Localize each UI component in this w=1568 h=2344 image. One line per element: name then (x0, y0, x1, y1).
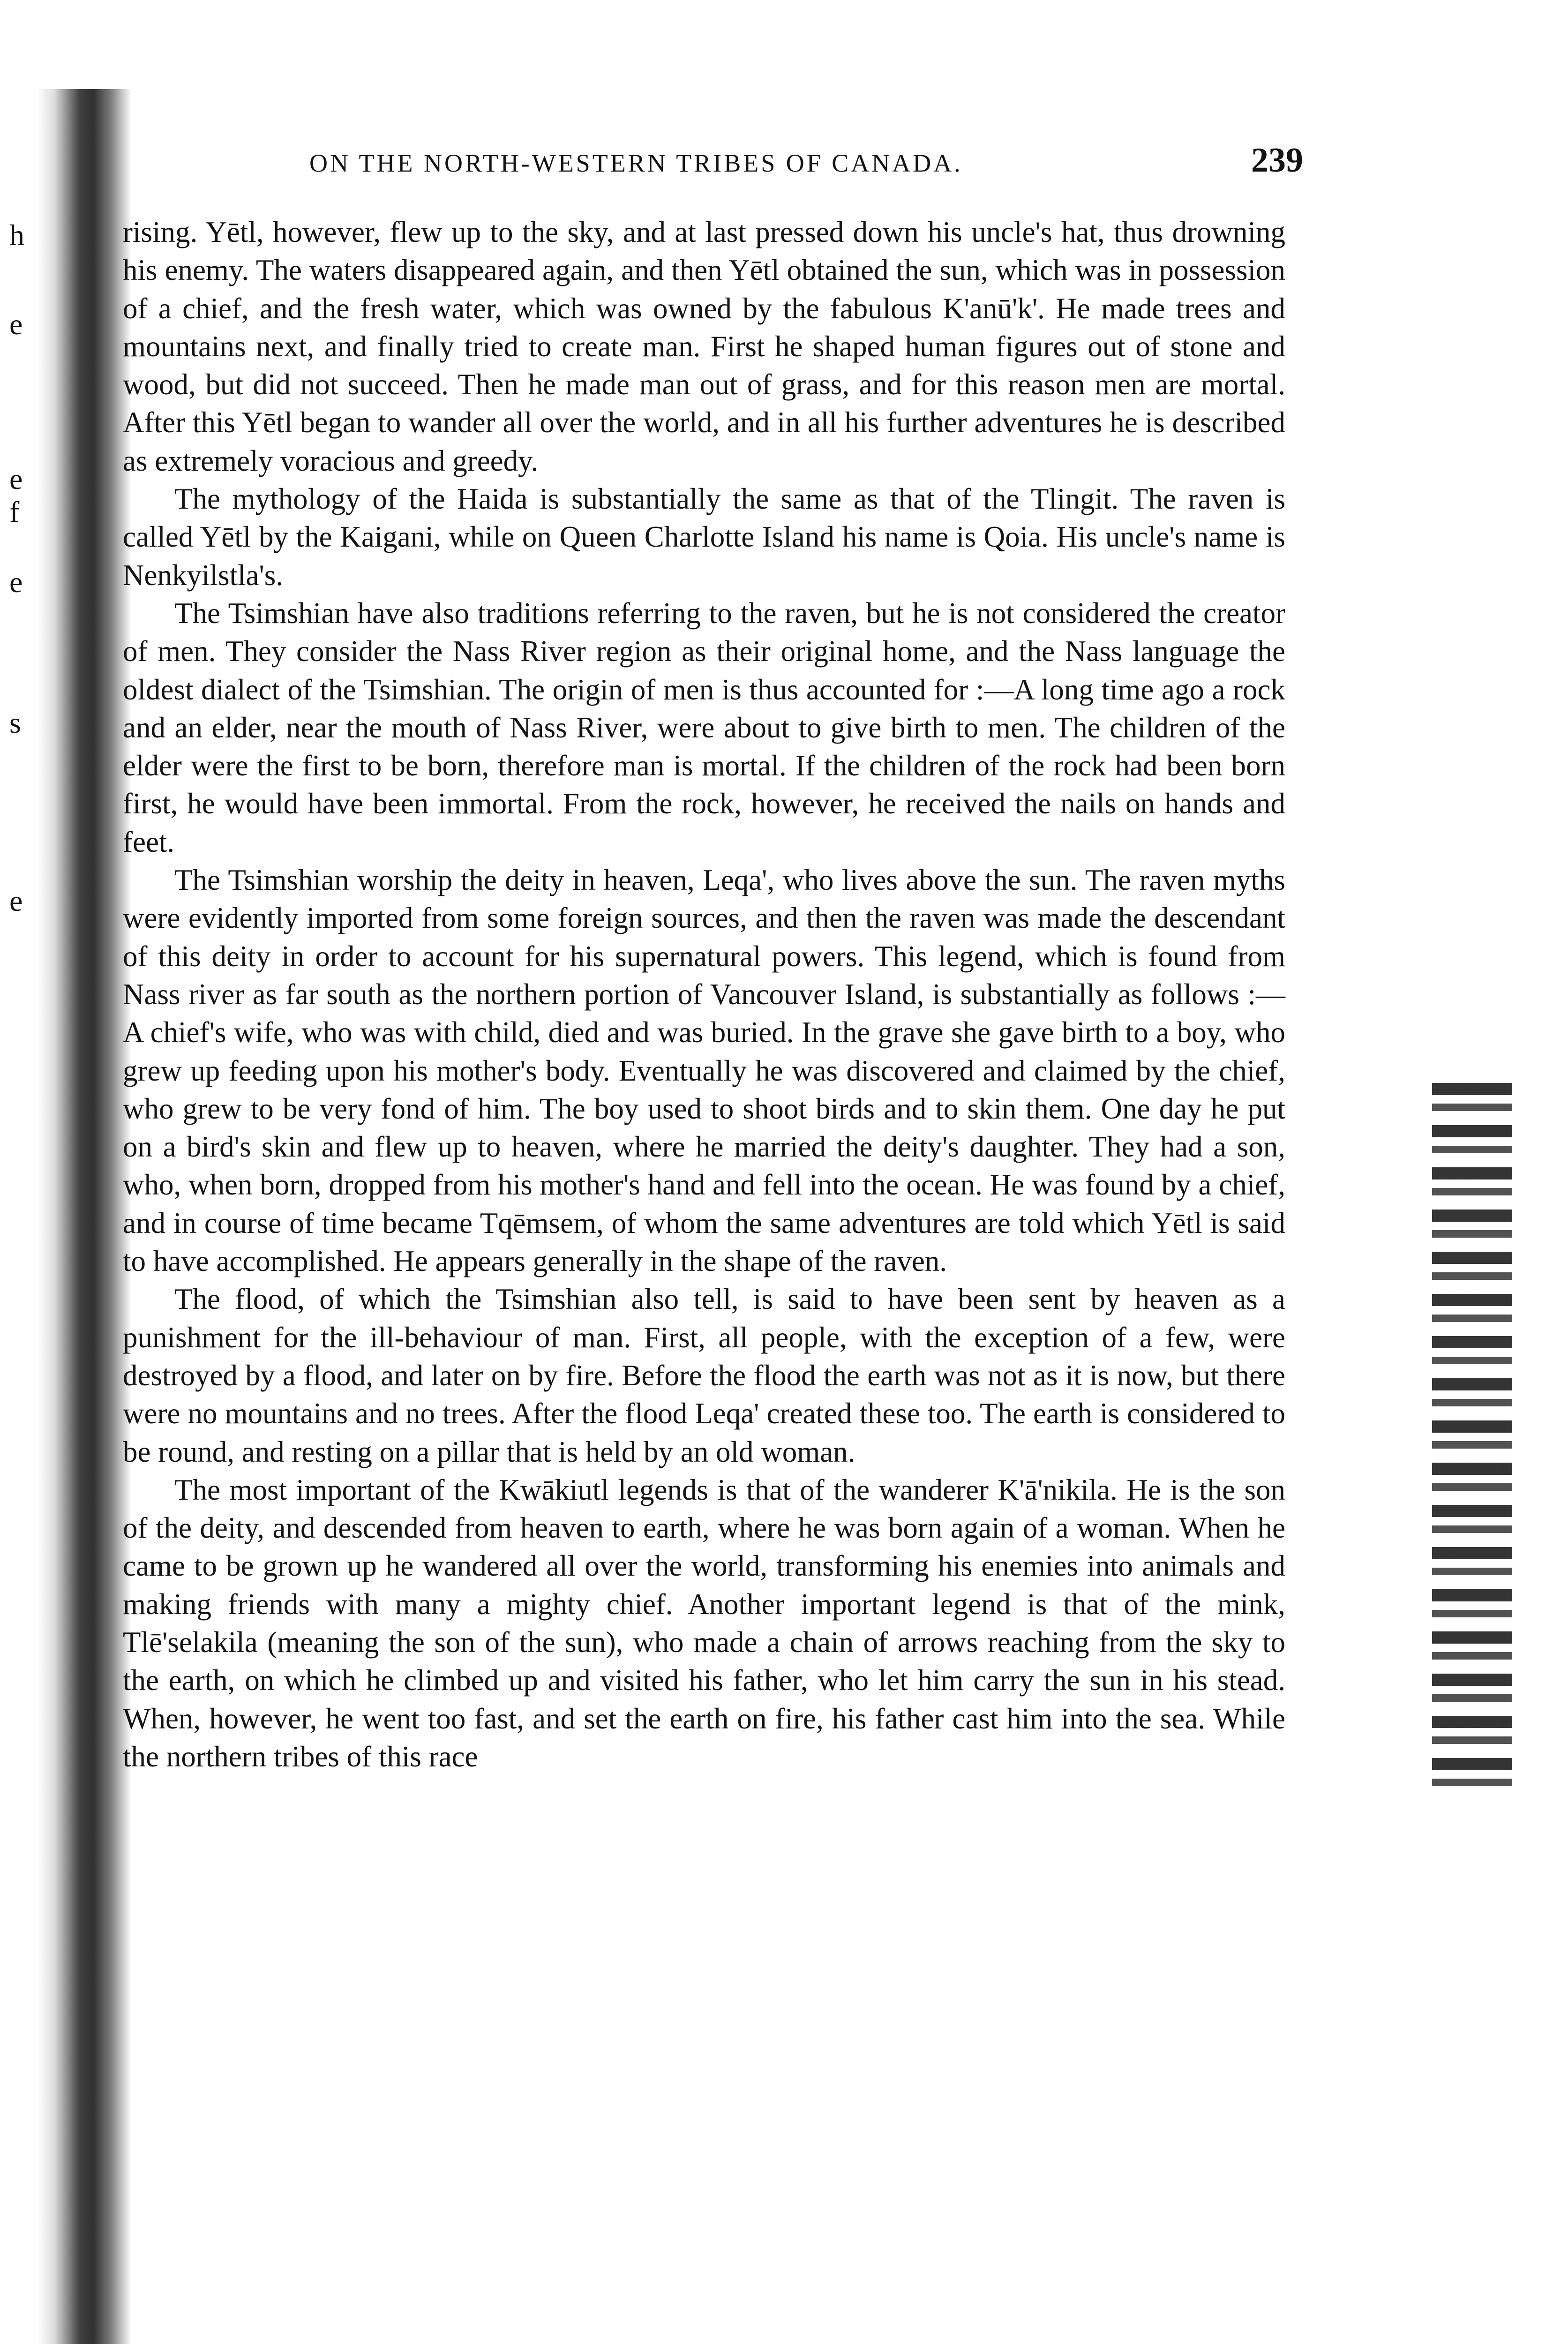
paragraph: The Tsimshian worship the deity in heaven, Leqa', who lives above the sun. The raven myths were evidently imported from some foreign sources, and then the raven was made the descendant of this deity in order to account for his supernatural powers. This legend, which is found from Nass river as far south as the northern portion of Vancouver Island, is substantially as follows :—A chief's wife, who was with child, died and was buried. In the grave she gave birth to a boy, who grew up feeding upon his mother's body. Eventually he was discovered and claimed by the chief, who grew to be very fond of him. The boy used to shoot birds and to skin them. One day he put on a bird's skin and flew up to heaven, where he married the deity's daughter. They had a son, who, when born, dropped from his mother's hand and fell into the ocean. He was found by a chief, and in course of time became Tqēmsem, of whom the same adventures are told which Yētl is said to have accomplished. He appears generally in the shape of the raven. (123, 864, 1285, 1278)
page-number: 239 (1251, 141, 1303, 180)
margin-letter: f (9, 495, 20, 528)
paragraph: The most important of the Kwākiutl legends is that of the wanderer K'ā'nikila. He is the son of the deity, and descended from heaven to earth, where he was born again of a woman. When he came to be grown up he wandered all over the world, transforming his enemies into animals and making friends with many a mighty chief. Another important legend is that of the mink, Tlē'selakila (meaning the son of the sun), who made a chain of arrows reaching from the sky to the earth, on which he climbed up and visited his father, who let him carry the sun in his stead. When, however, he went too fast, and set the earth on fire, his father cast him into the sea. While the northern tribes of this race (123, 1473, 1285, 1773)
scan-edge-shadow (38, 89, 131, 2344)
paragraph: rising. Yētl, however, flew up to the sky, and at last pressed down his uncle's hat, thus drowning his enemy. The waters disappeared again, and then Yētl obtained the sun, which was in possession of a chief, and the fresh water, which was owned by the fabulous K'anū'k'. He made trees and mountains next, and finally tried to create man. First he shaped human figures out of stone and wood, but did not succeed. Then he made man out of grass, and for this reason men are mortal. After this Yētl began to wander all over the world, and in all his further adventures he is described as extremely voracious and greedy. (123, 216, 1285, 477)
body-text (123, 213, 1285, 1776)
margin-letter: s (9, 706, 21, 739)
margin-letter: e (9, 308, 23, 341)
paragraph: The flood, of which the Tsimshian also tell, is said to have been sent by heaven as a punishment for the ill-behaviour of man. First, all people, with the exception of a few, were destroyed by a flood, and later on by fire. Before the flood the earth was not as it is now, but there were no mountains and no trees. After the flood Leqa' created these too. The earth is considered to be round, and resting on a pillar that is held by an old woman. (123, 1283, 1285, 1468)
scan-edge-artifact (1432, 1083, 1512, 1786)
paragraph: The Tsimshian have also traditions referring to the raven, but he is not considered the creator of men. They consider the Nass River region as their original home, and the Nass language the oldest dialect of the Tsimshian. The origin of men is thus accounted for :—A long time ago a rock and an elder, near the mouth of Nass River, were about to give birth to men. The children of the elder were the first to be born, therefore man is mortal. If the children of the rock had been born first, he would have been immortal. From the rock, however, he received the nails on hands and feet. (123, 596, 1285, 858)
margin-letter: e (9, 565, 23, 599)
margin-letter: e (9, 462, 23, 496)
margin-letter: h (9, 218, 24, 252)
running-head: ON THE NORTH-WESTERN TRIBES OF CANADA. (309, 149, 963, 177)
paragraph: The mythology of the Haida is substantially the same as that of the Tlingit. The raven is called Yētl by the Kaigani, while on Queen Charlotte Island his name is Qoia. His uncle's name is Nenkyilstla's. (123, 482, 1285, 592)
page-header (309, 141, 1303, 188)
margin-letter: e (9, 884, 23, 917)
